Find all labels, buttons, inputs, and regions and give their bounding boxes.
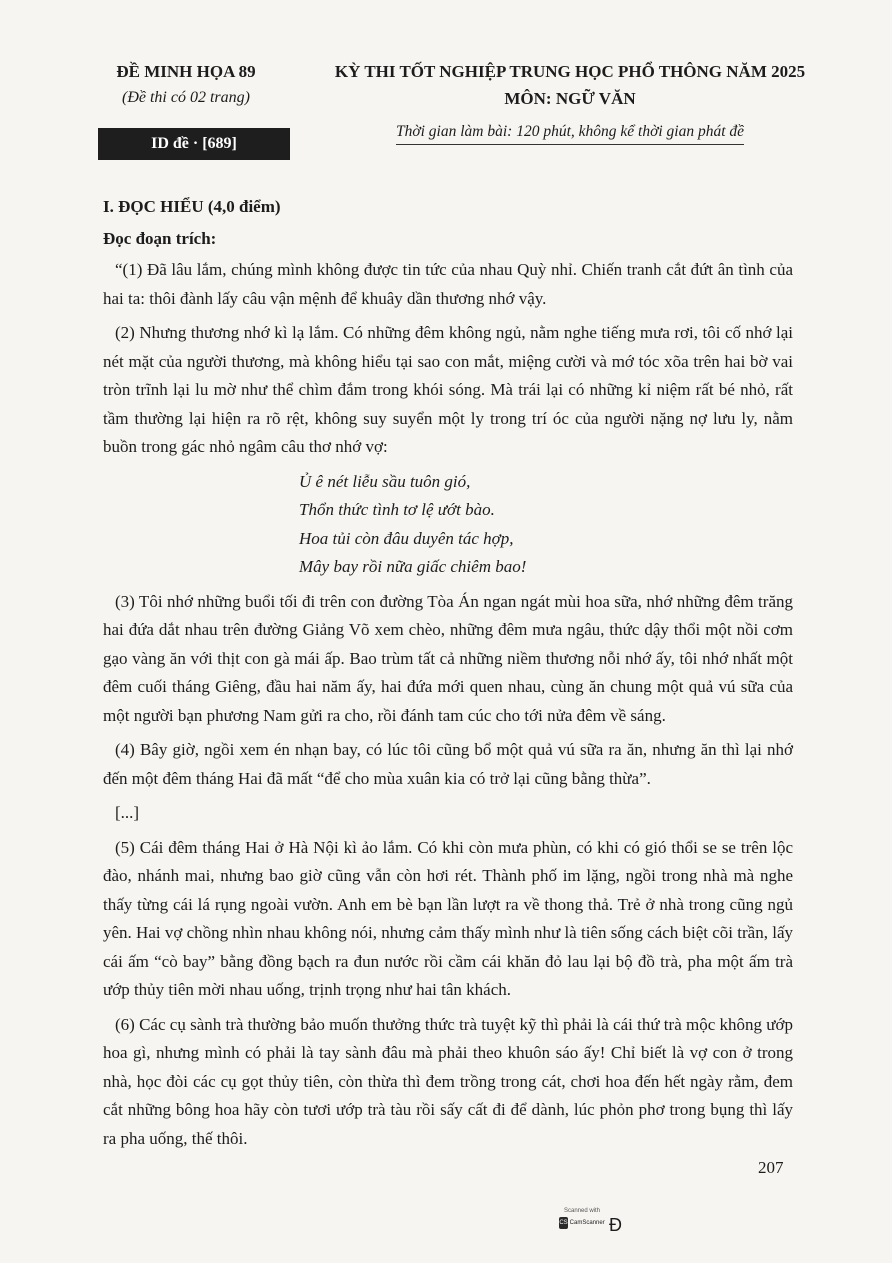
scanner-app-name: CamScanner [569, 1220, 605, 1226]
stray-character: Đ [609, 1215, 622, 1235]
section-subtitle: Đọc đoạn trích: [103, 229, 217, 248]
time-note: Thời gian làm bài: 120 phút, không kể thời gian phát đề [396, 123, 744, 145]
header-left [98, 62, 274, 107]
header-right [330, 62, 810, 145]
poem-line: Ủ ê nét liễu sầu tuôn gió, [299, 471, 471, 491]
paragraph-1: “(1) Đã lâu lắm, chúng mình không được tin tức của nhau Quỳ nhỉ. Chiến tranh cắt đứt ân tình của hai ta: thôi đành lấy câu vận mệnh để khuây dần thương nhớ vậy. [103, 260, 793, 308]
page-number: 207 [758, 1158, 784, 1177]
scanner-caption: Scanned with [563, 1208, 601, 1214]
exam-name: ĐỀ MINH HỌA 89 [116, 62, 256, 81]
paragraph-4: (4) Bây giờ, ngồi xem én nhạn bay, có lúc tôi cũng bổ một quả vú sữa ra ăn, nhưng ăn thì lại nhớ đến một đêm tháng Hai đã mất “để cho mùa xuân kia có trở lại cũng bằng thừa”. [103, 740, 793, 788]
poem-block [299, 468, 793, 582]
exam-title: KỲ THI TỐT NGHIỆP TRUNG HỌC PHỔ THÔNG NĂM 2025 [334, 62, 806, 81]
scanner-watermark [561, 1207, 603, 1247]
section-title: I. ĐỌC HIỂU (4,0 điểm) [103, 197, 281, 216]
paragraph-6: (6) Các cụ sành trà thường bảo muốn thưởng thức trà tuyệt kỹ thì phải là cái thứ trà mộc không ướp hoa gì, nhưng mình có phải là tay sành đâu mà phải theo khuôn sáo ấy! Chỉ biết là vợ con ở trong nhà, học đòi các cụ gọt thủy tiên, còn thừa thì đem trồng trong cát, chơi hoa đến hết ngày rằm, đem cắt những bông hoa hãy còn tươi ướp trà tàu rồi sấy cất đi để dành, lúc phỏn phơ trong bụng thì lấy ra pha uống, thế thôi. [103, 1014, 793, 1148]
omission-mark: [...] [115, 803, 140, 822]
pages-note: (Đề thi có 02 trang) [122, 89, 250, 106]
camscanner-icon: CS [559, 1217, 567, 1229]
paragraph-5: (5) Cái đêm tháng Hai ở Hà Nội kì ảo lắm. Có khi còn mưa phùn, có khi có gió thổi se se trên lộc đào, nhánh mai, nhưng bao giờ cũng vẫn còn hơi rét. Thành phố im lặng, ngồi trong nhà mà nghe thấy từng cái lá rụng ngoài vườn. Anh em bè bạn lần lượt ra về thong thả. Trẻ ở nhà trong cũng ngủ yên. Hai vợ chồng nhìn nhau không nói, nhưng cảm thấy mình như là tiên sống cách biệt cõi trần, lấy cái ấm “cò bay” bằng đồng bạch ra đun nước rồi cầm cái khăn đỏ lau lại bộ đồ trà, pha một ấm trà ướp thủy tiên mời nhau uống, trịnh trọng như hai tân khách. [103, 837, 793, 999]
poem-line: Hoa tủi còn đâu duyên tác hợp, [299, 528, 514, 548]
poem-line: Thổn thức tình tơ lệ ướt bào. [299, 500, 495, 519]
scanner-app [561, 1217, 603, 1229]
exam-id-badge: ID đề · [689] [98, 128, 290, 160]
paragraph-3: (3) Tôi nhớ những buổi tối đi trên con đường Tòa Án ngan ngát mùi hoa sữa, nhớ những đêm trăng hai đứa dắt nhau trên đường Giảng Võ xem chèo, những đêm mưa ngâu, thức dậy thổi một nồi cơm gạo vàng ăn với thịt con gà mái ấp. Bao trùm tất cả những niềm thương nỗi nhớ ấy, tôi nhớ nhất một đêm cuối tháng Giêng, đầu hai năm ấy, hai đứa mới quen nhau, cùng ăn chung một quả vú sữa của một người bạn phương Nam gửi ra cho, rồi đánh tam cúc cho tới nửa đêm về sáng. [103, 591, 793, 725]
subject-title: MÔN: NGỮ VĂN [504, 89, 636, 108]
poem-line: Mây bay rồi nữa giấc chiêm bao! [299, 557, 527, 576]
paragraph-2: (2) Nhưng thương nhớ kì lạ lắm. Có những đêm không ngủ, nằm nghe tiếng mưa rơi, tôi cố nhớ lại nét mặt của người thương, mà không hiểu tại sao con mắt, miệng cười và mớ tóc xõa trên hai bờ vai tròn trĩnh lại lu mờ như thể chìm đắm trong khói sóng. Mà trái lại có những kỉ niệm rất bé nhỏ, rất tầm thường lại hiện ra rõ rệt, không suy suyển một ly trong trí óc của người nặng nợ lưu ly, nằm buồn trong gác nhỏ ngâm câu thơ nhớ vợ: [103, 323, 793, 456]
reading-content [103, 194, 793, 1159]
